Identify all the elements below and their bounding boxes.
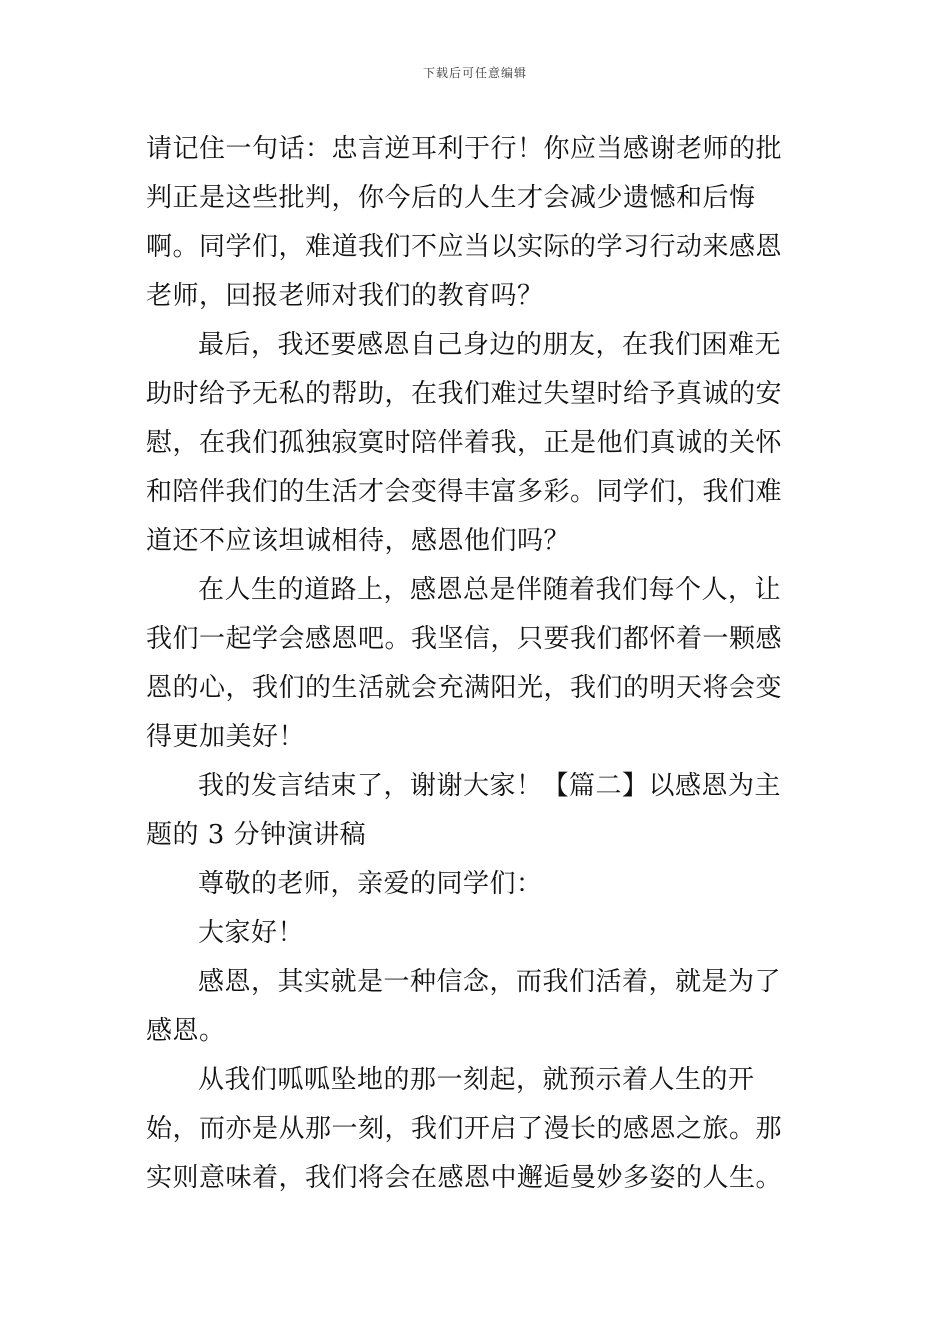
paragraph-6: 大家好！ xyxy=(198,918,305,948)
paragraph-5: 尊敬的老师，亲爱的同学们： xyxy=(198,869,543,899)
page-header-note: 下载后可任意编辑 xyxy=(422,66,527,80)
paragraph-4: 我的发言结束了，谢谢大家！【篇二】以感恩为主题的 3 分钟演讲稿 xyxy=(146,771,782,850)
paragraph-8: 从我们呱呱坠地的那一刻起，就预示着人生的开始，而亦是从那一刻，我们开启了漫长的感恩之旅。那实则意味着，我们将会在感恩中邂逅曼妙多姿的人生。 xyxy=(146,1065,783,1193)
document-body xyxy=(146,125,806,1203)
paragraph-1: 请记住一句话：忠言逆耳利于行！你应当感谢老师的批判正是这些批判，你今后的人生才会减少遗憾和后悔啊。同学们，难道我们不应当以实际的学习行动来感恩老师，回报老师对我们的教育吗？ xyxy=(146,134,783,311)
paragraph-7: 感恩，其实就是一种信念，而我们活着，就是为了感恩。 xyxy=(146,967,782,1046)
paragraph-2: 最后，我还要感恩自己身边的朋友，在我们困难无助时给予无私的帮助，在我们难过失望时给予真诚的安慰，在我们孤独寂寞时陪伴着我，正是他们真诚的关怀和陪伴我们的生活才会变得丰富多彩。同学们，我们难道还不应该坦诚相待，感恩他们吗？ xyxy=(146,330,783,556)
paragraph-3: 在人生的道路上，感恩总是伴随着我们每个人，让我们一起学会感恩吧。我坚信，只要我们都怀着一颗感恩的心，我们的生活就会充满阳光，我们的明天将会变得更加美好！ xyxy=(146,575,783,752)
